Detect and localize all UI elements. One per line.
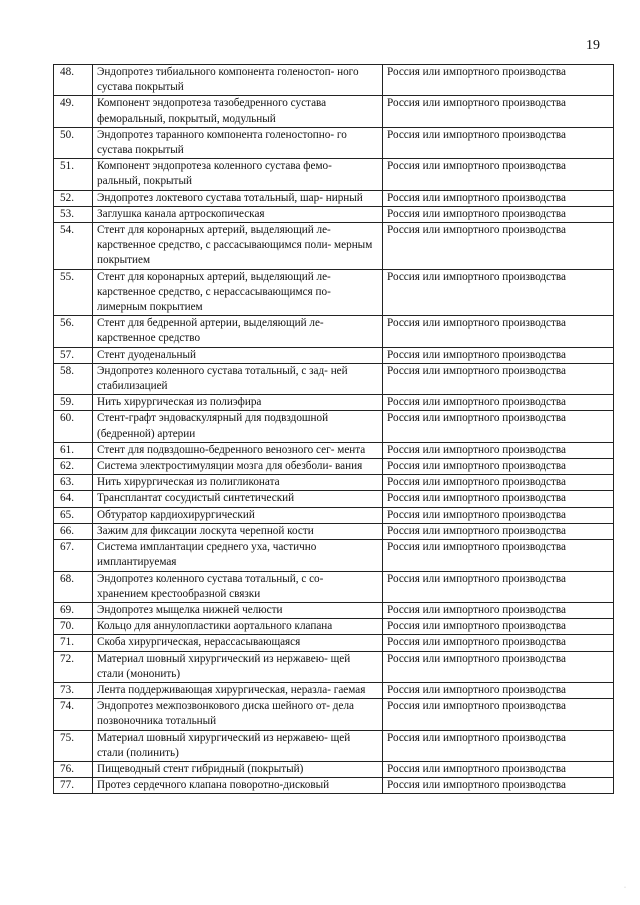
origin-country: Россия или импортного производства xyxy=(383,347,614,363)
origin-country: Россия или импортного производства xyxy=(383,316,614,347)
device-name: Стент-графт эндоваскулярный для подвздошной (бедренной) артерии xyxy=(93,411,383,442)
row-number: 71. xyxy=(54,635,93,651)
device-name: Скоба хирургическая, нерассасывающаяся xyxy=(93,635,383,651)
origin-country: Россия или импортного производства xyxy=(383,540,614,571)
row-number: 60. xyxy=(54,411,93,442)
table-row xyxy=(54,619,614,635)
row-number: 57. xyxy=(54,347,93,363)
row-number: 55. xyxy=(54,269,93,316)
row-number: 52. xyxy=(54,190,93,206)
device-name: Эндопротез коленного сустава тотальный, с со- хранением крестообразной связки xyxy=(93,571,383,602)
device-name: Стент для подвздошно-бедренного венозного сег- мента xyxy=(93,442,383,458)
origin-country: Россия или импортного производства xyxy=(383,442,614,458)
origin-country: Россия или импортного производства xyxy=(383,96,614,127)
row-number: 67. xyxy=(54,540,93,571)
row-number: 56. xyxy=(54,316,93,347)
origin-country: Россия или импортного производства xyxy=(383,507,614,523)
origin-country: Россия или импортного производства xyxy=(383,459,614,475)
row-number: 72. xyxy=(54,651,93,682)
origin-country: Россия или импортного производства xyxy=(383,65,614,96)
table-row xyxy=(54,491,614,507)
row-number: 54. xyxy=(54,223,93,270)
row-number: 61. xyxy=(54,442,93,458)
page-number: 19 xyxy=(586,38,600,53)
origin-country: Россия или импортного производства xyxy=(383,761,614,777)
device-list-table xyxy=(53,64,614,794)
row-number: 50. xyxy=(54,127,93,158)
origin-country: Россия или импортного производства xyxy=(383,363,614,394)
table-row xyxy=(54,347,614,363)
device-name: Стент для бедренной артерии, выделяющий ле- карственное средство xyxy=(93,316,383,347)
table-row xyxy=(54,761,614,777)
device-name: Эндопротез тибиального компонента голеностоп- ного сустава покрытый xyxy=(93,65,383,96)
origin-country: Россия или импортного производства xyxy=(383,699,614,730)
device-name: Система электростимуляции мозга для обезболи- вания xyxy=(93,459,383,475)
device-name: Материал шовный хирургический из нержавею- щей стали (мононить) xyxy=(93,651,383,682)
device-name: Эндопротез мыщелка нижней челюсти xyxy=(93,602,383,618)
table-row xyxy=(54,127,614,158)
row-number: 74. xyxy=(54,699,93,730)
origin-country: Россия или импортного производства xyxy=(383,411,614,442)
device-name: Нить хирургическая из полиэфира xyxy=(93,395,383,411)
origin-country: Россия или импортного производства xyxy=(383,682,614,698)
table-row xyxy=(54,475,614,491)
origin-country: Россия или импортного производства xyxy=(383,159,614,190)
device-name: Обтуратор кардиохирургический xyxy=(93,507,383,523)
device-name: Протез сердечного клапана поворотно-дисковый xyxy=(93,778,383,794)
table-row xyxy=(54,507,614,523)
device-name: Эндопротез межпозвонкового диска шейного от- дела позвоночника тотальный xyxy=(93,699,383,730)
device-name: Зажим для фиксации лоскута черепной кости xyxy=(93,523,383,539)
table-row xyxy=(54,442,614,458)
table-row xyxy=(54,363,614,394)
origin-country: Россия или импортного производства xyxy=(383,269,614,316)
origin-country: Россия или импортного производства xyxy=(383,571,614,602)
table-row xyxy=(54,159,614,190)
origin-country: Россия или импортного производства xyxy=(383,619,614,635)
origin-country: Россия или импортного производства xyxy=(383,602,614,618)
device-name: Пищеводный стент гибридный (покрытый) xyxy=(93,761,383,777)
row-number: 77. xyxy=(54,778,93,794)
row-number: 76. xyxy=(54,761,93,777)
row-number: 73. xyxy=(54,682,93,698)
device-name: Стент для коронарных артерий, выделяющий ле- карственное средство, с нерассасывающимся по- лимерным покрытием xyxy=(93,269,383,316)
origin-country: Россия или импортного производства xyxy=(383,778,614,794)
table-row xyxy=(54,571,614,602)
table-row xyxy=(54,269,614,316)
origin-country: Россия или импортного производства xyxy=(383,475,614,491)
device-name: Компонент эндопротеза тазобедренного сустава феморальный, покрытый, модульный xyxy=(93,96,383,127)
table-row xyxy=(54,316,614,347)
origin-country: Россия или импортного производства xyxy=(383,523,614,539)
table-row xyxy=(54,223,614,270)
table-row xyxy=(54,635,614,651)
table-row xyxy=(54,602,614,618)
row-number: 69. xyxy=(54,602,93,618)
table-row xyxy=(54,651,614,682)
device-name: Система имплантации среднего уха, частично имплантируемая xyxy=(93,540,383,571)
origin-country: Россия или импортного производства xyxy=(383,127,614,158)
table-row xyxy=(54,206,614,222)
row-number: 59. xyxy=(54,395,93,411)
table-body xyxy=(54,65,614,794)
table-row xyxy=(54,65,614,96)
table-row xyxy=(54,730,614,761)
device-name: Стент дуоденальный xyxy=(93,347,383,363)
table-row xyxy=(54,523,614,539)
table-row xyxy=(54,96,614,127)
row-number: 48. xyxy=(54,65,93,96)
row-number: 66. xyxy=(54,523,93,539)
table-row xyxy=(54,778,614,794)
table-row xyxy=(54,682,614,698)
row-number: 63. xyxy=(54,475,93,491)
device-name: Эндопротез локтевого сустава тотальный, шар- нирный xyxy=(93,190,383,206)
table-row xyxy=(54,699,614,730)
device-name: Лента поддерживающая хирургическая, неразла- гаемая xyxy=(93,682,383,698)
row-number: 70. xyxy=(54,619,93,635)
row-number: 49. xyxy=(54,96,93,127)
table-row xyxy=(54,395,614,411)
device-name: Нить хирургическая из полигликоната xyxy=(93,475,383,491)
device-name: Материал шовный хирургический из нержавею- щей стали (полинить) xyxy=(93,730,383,761)
device-name: Заглушка канала артроскопическая xyxy=(93,206,383,222)
table-row xyxy=(54,411,614,442)
origin-country: Россия или импортного производства xyxy=(383,206,614,222)
origin-country: Россия или импортного производства xyxy=(383,635,614,651)
device-name: Стент для коронарных артерий, выделяющий ле- карственное средство, с рассасывающимся поли- мерным покрытием xyxy=(93,223,383,270)
row-number: 53. xyxy=(54,206,93,222)
device-name: Компонент эндопротеза коленного сустава фемо- ральный, покрытый xyxy=(93,159,383,190)
row-number: 51. xyxy=(54,159,93,190)
origin-country: Россия или импортного производства xyxy=(383,491,614,507)
row-number: 64. xyxy=(54,491,93,507)
origin-country: Россия или импортного производства xyxy=(383,730,614,761)
table-row xyxy=(54,459,614,475)
origin-country: Россия или импортного производства xyxy=(383,395,614,411)
row-number: 65. xyxy=(54,507,93,523)
origin-country: Россия или импортного производства xyxy=(383,223,614,270)
device-name: Трансплантат сосудистый синтетический xyxy=(93,491,383,507)
table-row xyxy=(54,540,614,571)
origin-country: Россия или импортного производства xyxy=(383,651,614,682)
scan-speck: · xyxy=(624,885,626,891)
table-row xyxy=(54,190,614,206)
device-name: Кольцо для аннулопластики аортального клапана xyxy=(93,619,383,635)
row-number: 75. xyxy=(54,730,93,761)
row-number: 62. xyxy=(54,459,93,475)
device-name: Эндопротез таранного компонента голеностопно- го сустава покрытый xyxy=(93,127,383,158)
device-name: Эндопротез коленного сустава тотальный, с зад- ней стабилизацией xyxy=(93,363,383,394)
row-number: 68. xyxy=(54,571,93,602)
origin-country: Россия или импортного производства xyxy=(383,190,614,206)
row-number: 58. xyxy=(54,363,93,394)
